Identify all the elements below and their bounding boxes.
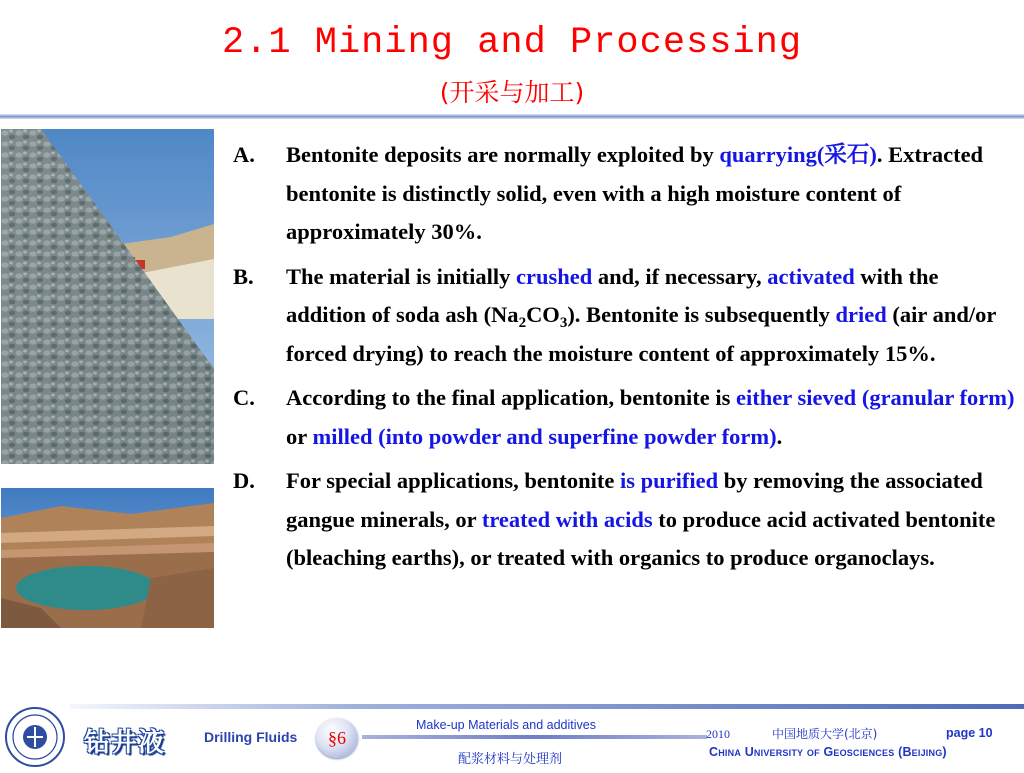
highlight-quarrying: quarrying(采石) (719, 142, 877, 167)
list-item-d (230, 462, 1015, 578)
bullet-list (230, 136, 1015, 584)
item-text: . Extracted bentonite is distinctly solid, even with a high moisture content of approximately 30%. (286, 142, 984, 244)
item-text: (air and/or forced drying) to reach the moisture content of approximately 15%. (286, 302, 996, 366)
quarry-photo (1, 129, 214, 464)
item-text: For special applications, bentonite (286, 468, 620, 493)
item-text: ). Bentonite is subsequently (567, 302, 836, 327)
list-marker: C. (233, 385, 255, 410)
item-text: by removing the associated gangue minerals, or (286, 468, 983, 532)
list-marker: B. (233, 263, 254, 289)
slide-subtitle: (开采与加工) (439, 78, 585, 107)
highlight-dried: dried (835, 302, 887, 327)
item-text: or (286, 423, 313, 449)
highlight-activated: activated (767, 263, 855, 289)
list-marker: A. (233, 142, 255, 167)
highlight-milled: milled (into powder and superfine powder form) (312, 423, 777, 449)
item-text: to produce acid activated bentonite (bleaching earths), or treated with organics to produce organoclays. (286, 506, 996, 570)
open-pit-mine-photo (1, 488, 214, 628)
item-text: CO (526, 302, 560, 327)
footer-topic-en: Make-up Materials and additives (416, 718, 596, 732)
subscript: 2 (518, 315, 527, 331)
item-text: with the addition of soda ash (Na (286, 263, 939, 327)
footer-brand: 钻井液 (84, 728, 166, 758)
list-item-b (230, 258, 1015, 374)
list-item-c (230, 379, 1015, 456)
title-divider (0, 114, 1024, 119)
footer-course-name: Drilling Fluids (204, 729, 298, 745)
item-text: The material is initially (286, 263, 516, 289)
highlight-acids: treated with acids (481, 506, 653, 532)
item-text: Bentonite deposits are normally exploited by (286, 142, 720, 167)
university-logo (4, 706, 66, 768)
page-number: page 10 (946, 726, 993, 740)
list-item-a (230, 136, 1015, 252)
highlight-crushed: crushed (516, 263, 593, 289)
footer-year: 2010 (706, 727, 730, 741)
footer-topic-cn: 配浆材料与处理剂 (458, 752, 563, 767)
footer-university-en: China University of Geosciences (Beijing) (709, 745, 947, 759)
highlight-sieved: either sieved (granular form) (736, 385, 1015, 410)
footer-bar (362, 735, 707, 739)
item-text: . (776, 423, 783, 449)
footer-divider (70, 704, 1024, 709)
footer-university-cn: 中国地质大学(北京) (772, 727, 878, 741)
subscript: 3 (559, 315, 568, 331)
item-text: and, if necessary, (592, 263, 768, 289)
list-marker: D. (233, 468, 255, 493)
section-badge: §6 (316, 718, 358, 758)
slide-title: 2.1 Mining and Processing (221, 22, 803, 64)
highlight-purified: is purified (619, 468, 719, 493)
item-text: According to the final application, bentonite is (286, 385, 737, 410)
